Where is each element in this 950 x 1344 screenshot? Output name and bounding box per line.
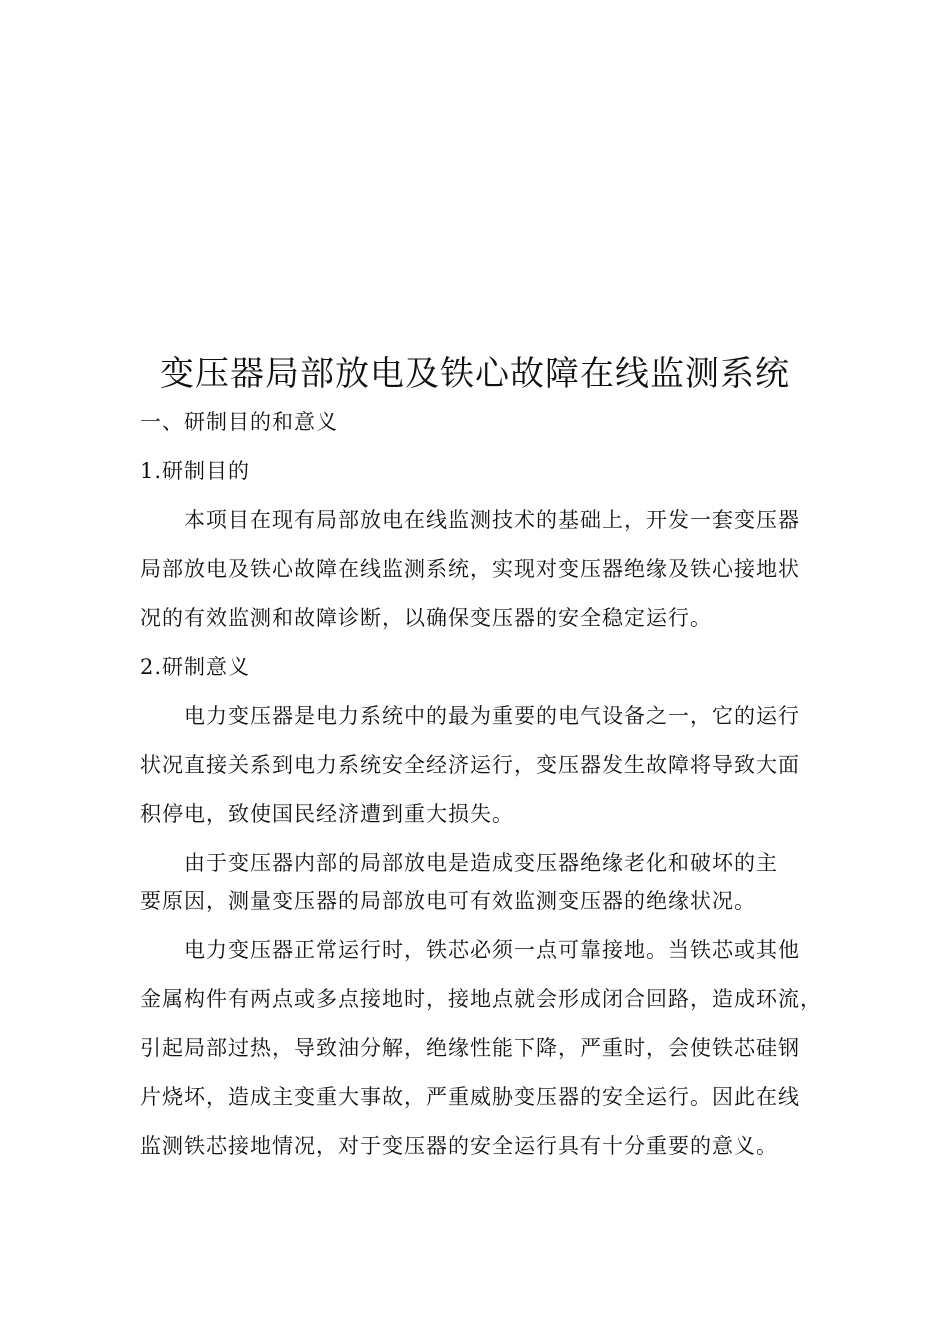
paragraph-core-grounding-line: 片烧坏，造成主变重大事故，严重威胁变压器的安全运行。因此在线 bbox=[140, 1085, 800, 1109]
paragraph-purpose-line: 本项目在现有局部放电在线监测技术的基础上，开发一套变压器 bbox=[184, 508, 800, 532]
paragraph-core-grounding-line: 引起局部过热，导致油分解，绝缘性能下降，严重时，会使铁芯硅钢 bbox=[140, 1036, 800, 1060]
paragraph-purpose-line: 况的有效监测和故障诊断，以确保变压器的安全稳定运行。 bbox=[140, 606, 712, 630]
paragraph-discharge-line: 要原因，测量变压器的局部放电可有效监测变压器的绝缘状况。 bbox=[140, 889, 756, 913]
paragraph-significance-line: 状况直接关系到电力系统安全经济运行，变压器发生故障将导致大面 bbox=[140, 753, 800, 777]
paragraph-significance-line: 电力变压器是电力系统中的最为重要的电气设备之一，它的运行 bbox=[184, 704, 800, 728]
section-heading: 一、研制目的和意义 bbox=[140, 410, 338, 434]
paragraph-purpose-line: 局部放电及铁心故障在线监测系统，实现对变压器绝缘及铁心接地状 bbox=[140, 557, 800, 581]
paragraph-core-grounding-line: 电力变压器正常运行时，铁芯必须一点可靠接地。当铁芯或其他 bbox=[184, 938, 800, 962]
paragraph-core-grounding-line: 监测铁芯接地情况，对于变压器的安全运行具有十分重要的意义。 bbox=[140, 1134, 778, 1158]
document-body bbox=[140, 402, 830, 1175]
paragraph-core-grounding-line: 金属构件有两点或多点接地时，接地点就会形成闭合回路，造成环流， bbox=[140, 987, 822, 1011]
paragraph-significance-line: 积停电，致使国民经济遭到重大损失。 bbox=[140, 802, 514, 826]
subsection-heading-significance: 2.研制意义 bbox=[140, 655, 251, 679]
document-title: 变压器局部放电及铁心故障在线监测系统 bbox=[160, 354, 790, 394]
paragraph-discharge-line: 由于变压器内部的局部放电是造成变压器绝缘老化和破坏的主 bbox=[184, 851, 778, 875]
subsection-heading-purpose: 1.研制目的 bbox=[140, 459, 251, 483]
